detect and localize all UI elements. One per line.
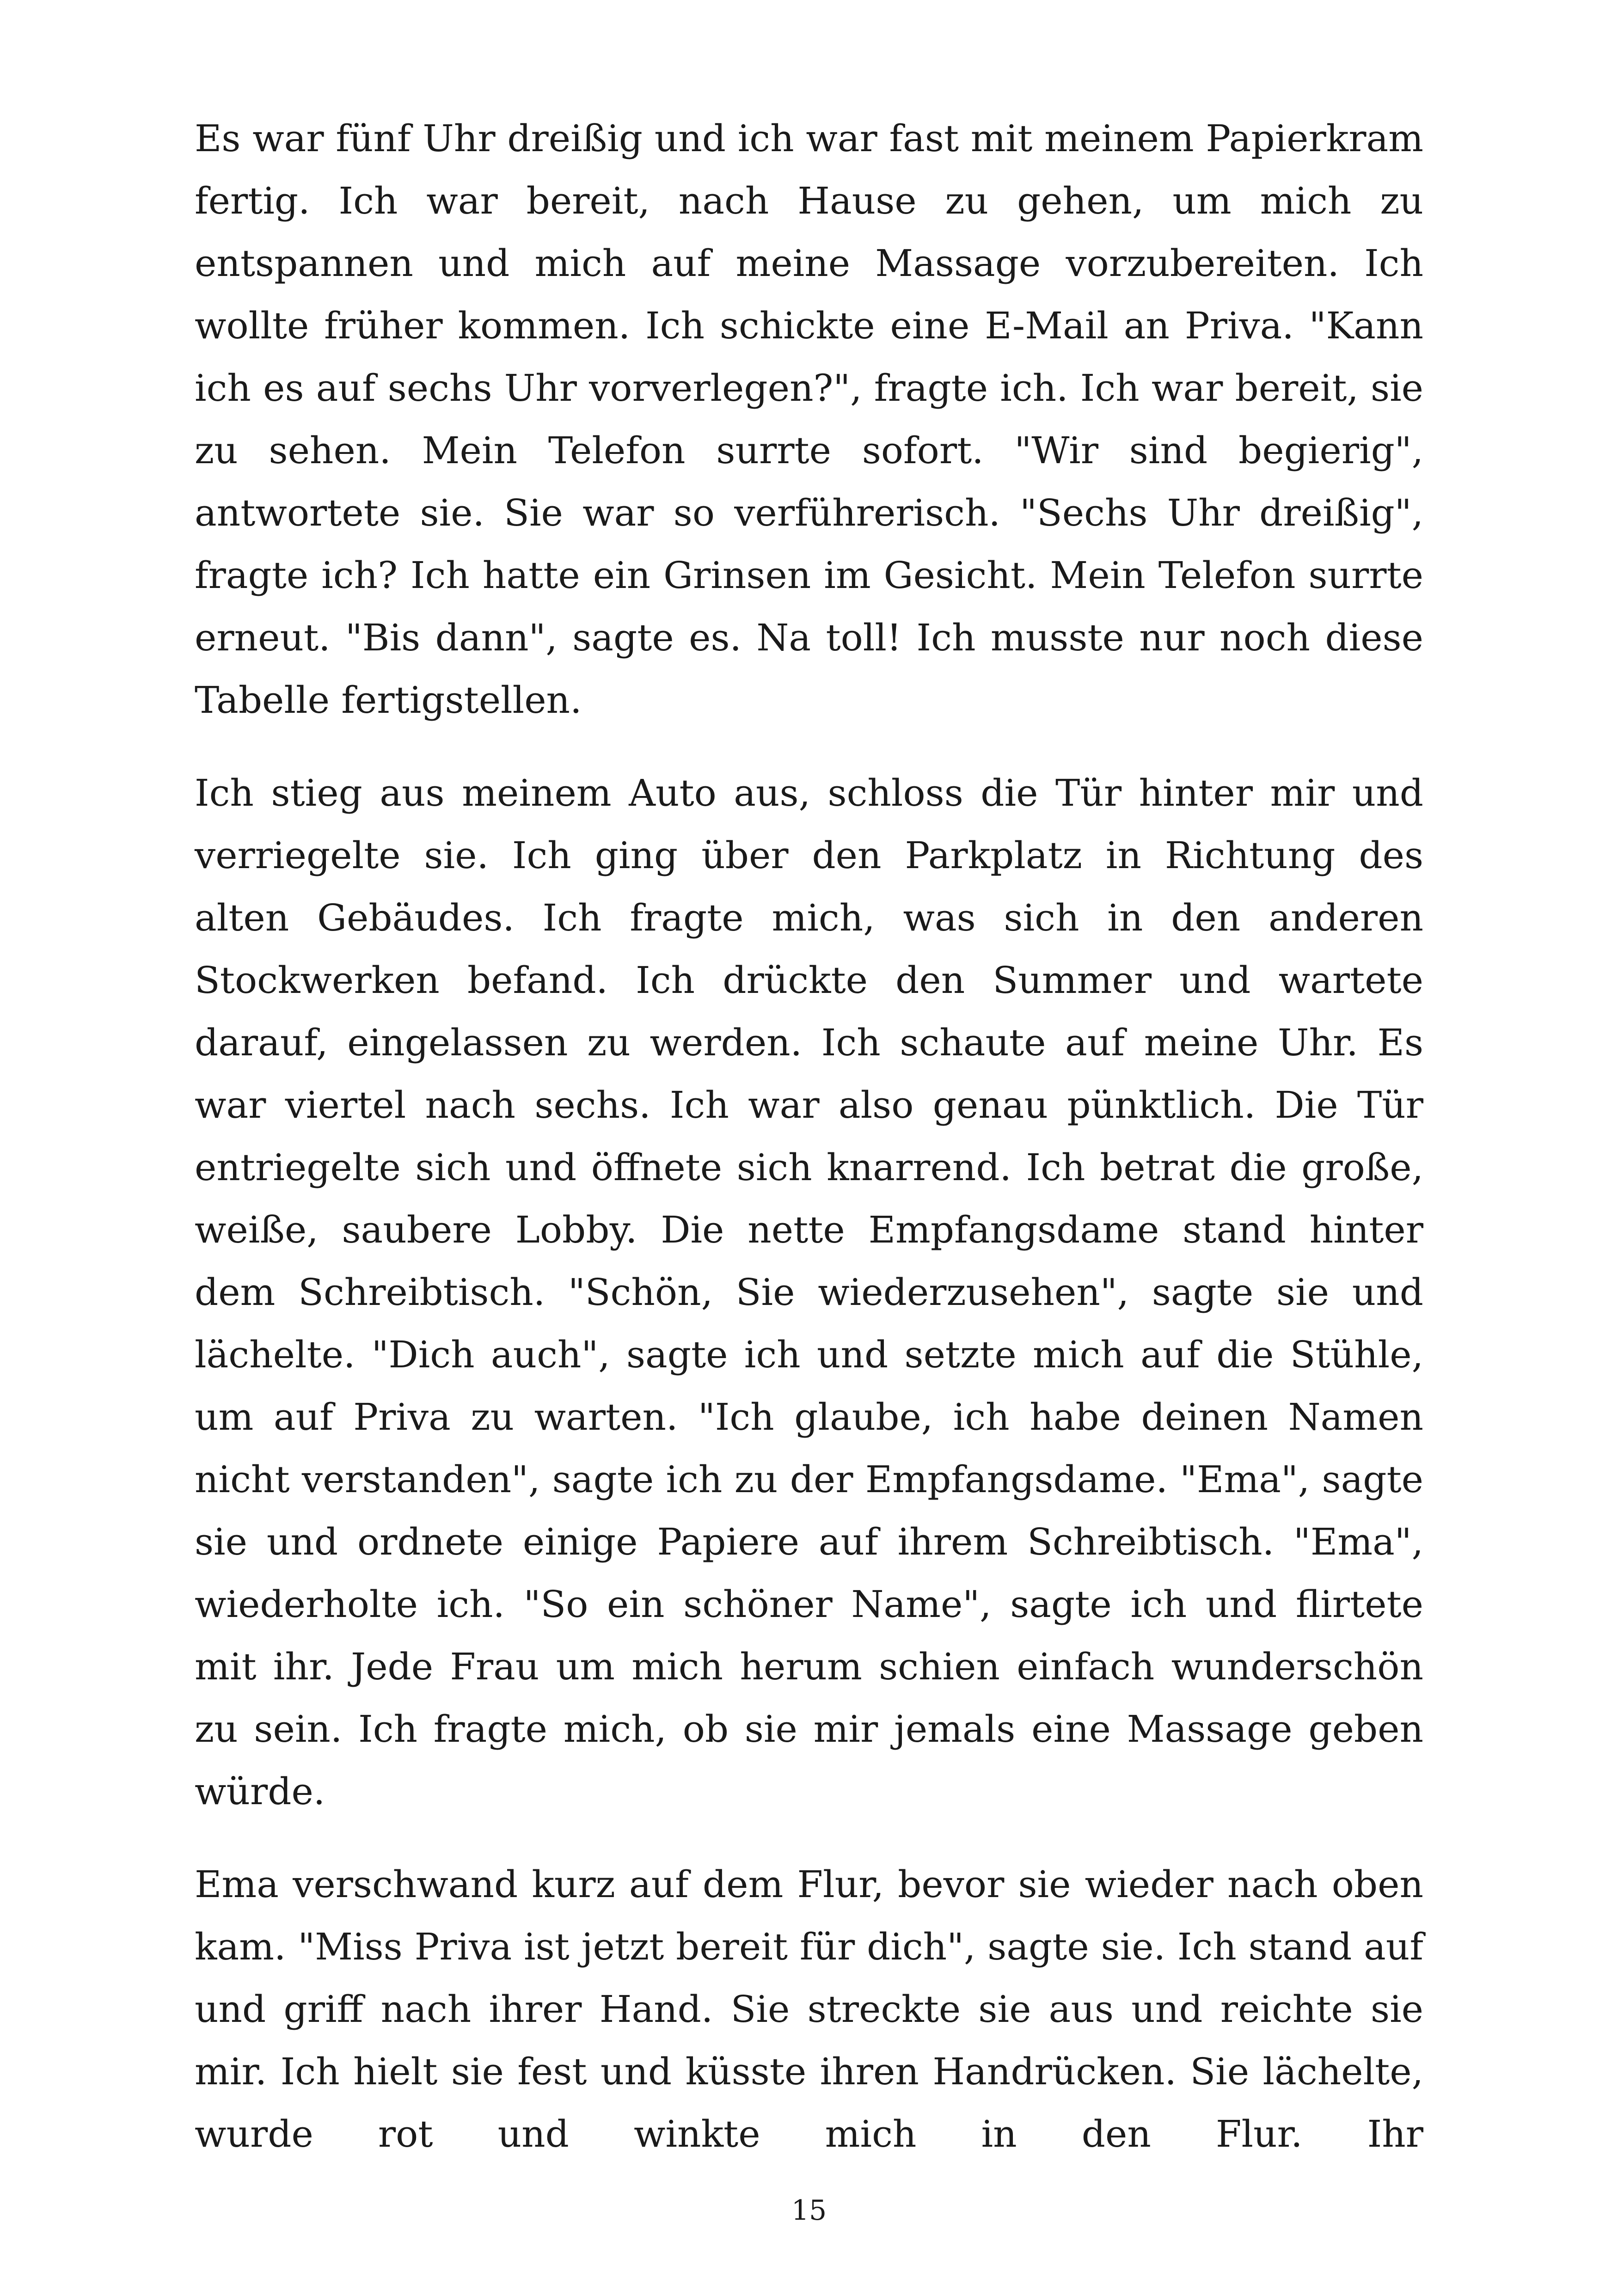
page-number: 15 (791, 2194, 827, 2227)
paragraph-2: Ich stieg aus meinem Auto aus, schloss die Tür hinter mir und verriegelte sie. Ich ging über den Parkplatz in Richtung des alten Gebäudes. Ich fragte mich, was sich in den anderen Stockwerken befand. Ich drückte den Summer und wartete darauf, eingelassen zu werden. Ich schaute auf meine Uhr. Es war viertel nach sechs. Ich war also genau pünktlich. Die Tür entriegelte sich und öffnete sich knarrend. Ich betrat die große, weiße, saubere Lobby. Die nette Empfangsdame stand hinter dem Schreibtisch. "Schön, Sie wiederzusehen", sagte sie und lächelte. "Dich auch", sagte ich und setzte mich auf die Stühle, um auf Priva zu warten. "Ich glaube, ich habe deinen Namen nicht verstanden", sagte ich zu der Empfangsdame. "Ema", sagte sie und ordnete einige Papiere auf ihrem Schreibtisch. "Ema", wiederholte ich. "So ein schöner Name", sagte ich und flirtete mit ihr. Jede Frau um mich herum schien einfach wunderschön zu sein. Ich fragte mich, ob sie mir jemals eine Massage geben würde. (195, 771, 1423, 1813)
paragraph-1: Es war fünf Uhr dreißig und ich war fast mit meinem Papierkram fertig. Ich war bereit, nach Hause zu gehen, um mich zu entspannen und mich auf meine Massage vorzubereiten. Ich wollte früher kommen. Ich schickte eine E-Mail an Priva. "Kann ich es auf sechs Uhr vorverlegen?", fragte ich. Ich war bereit, sie zu sehen. Mein Telefon surrte sofort. "Wir sind begierig", antwortete sie. Sie war so verführerisch. "Sechs Uhr dreißig", fragte ich? Ich hatte ein Grinsen im Gesicht. Mein Telefon surrte erneut. "Bis dann", sagte es. Na toll! Ich musste nur noch diese Tabelle fertigstellen. (195, 117, 1423, 722)
body-text (195, 107, 1423, 2196)
paragraph-3: Ema verschwand kurz auf dem Flur, bevor sie wieder nach oben kam. "Miss Priva ist jetzt bereit für dich", sagte sie. Ich stand auf und griff nach ihrer Hand. Sie streckte sie aus und reichte sie mir. Ich hielt sie fest und küsste ihren Handrücken. Sie lächelte, wurde rot und winkte mich in den Flur. Ihr (195, 1863, 1423, 2155)
